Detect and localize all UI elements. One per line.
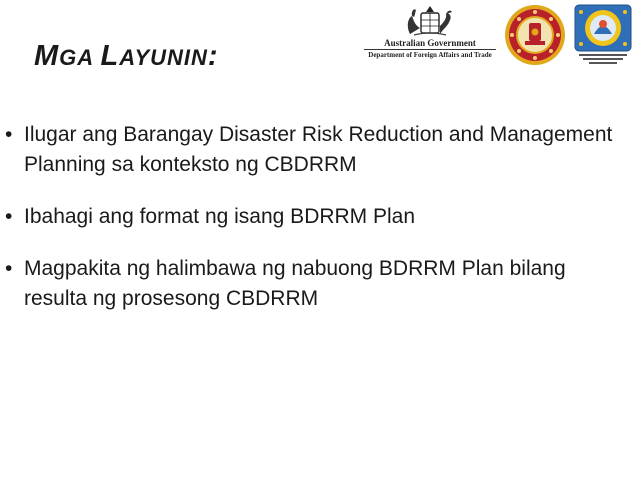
objective-text: Magpakita ng halimbawa ng nabuong BDRRM Plan bilang resulta ng prosesong CBDRRM [24,257,566,310]
objective-text: Ibahagi ang format ng isang BDRRM Plan [24,205,416,228]
australian-coat-of-arms-icon [402,4,458,38]
title-initial-2: L [100,40,120,72]
dfat-label: Department of Foreign Affairs and Trade [368,51,492,59]
bullet-dot: • [5,257,13,280]
ndrrmc-seal-icon [574,4,632,66]
australian-government-logo [362,4,498,66]
logo-strip [362,4,634,66]
title-rest-1: GA [59,45,101,70]
title-rest-2: AYUNIN [119,45,208,70]
logo-divider [364,49,496,50]
dilg-seal-icon [503,4,567,66]
objective-item [0,254,638,314]
bullet-dot: • [5,123,13,146]
objective-item [0,120,638,180]
title-initial-1: M [34,40,60,72]
slide-title [34,40,219,73]
objectives-list [0,120,638,336]
title-colon: : [207,40,219,72]
australian-government-label: Australian Government [384,38,476,48]
objective-item [0,202,638,232]
bullet-dot: • [5,205,13,228]
objective-text: Ilugar ang Barangay Disaster Risk Reduction and Management Planning sa konteksto ng CBDRRM [24,123,613,176]
